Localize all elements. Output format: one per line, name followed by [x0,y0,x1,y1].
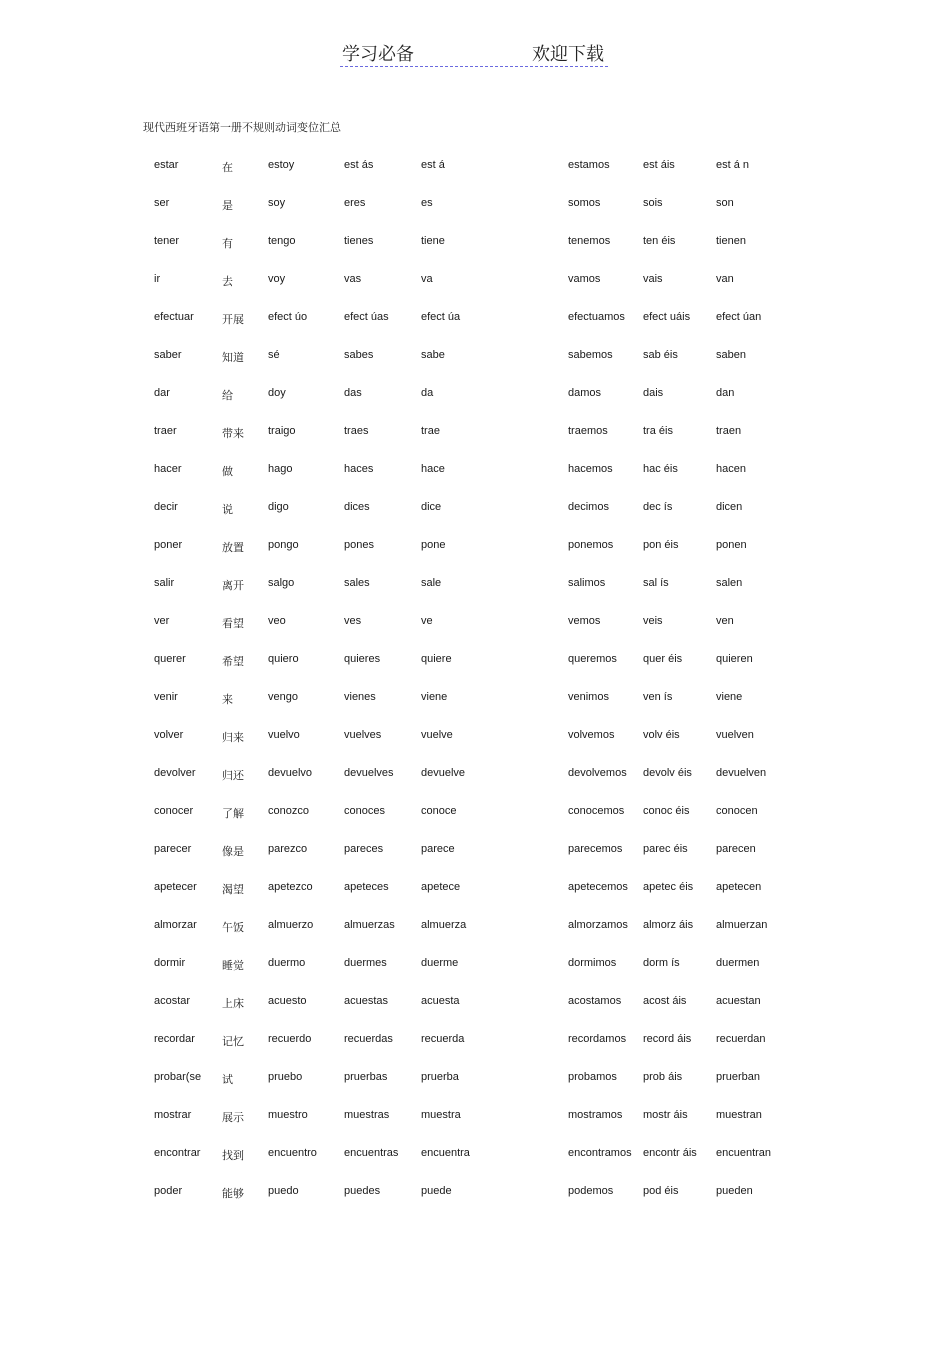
cell-el-form: es [421,197,433,209]
cell-vosotros-form: pod éis [643,1185,679,1197]
cell-el-form: pruerba [421,1071,459,1083]
cell-ellos-form: conocen [716,805,758,817]
cell-infinitive: decir [154,501,178,513]
cell-nosotros-form: damos [568,387,602,399]
cell-infinitive: mostrar [154,1109,192,1121]
cell-ellos-form: salen [716,577,743,589]
cell-ellos-form: pueden [716,1185,753,1197]
cell-vosotros-form: dais [643,387,664,399]
cell-el-form: dice [421,501,442,513]
cell-ellos-form: van [716,273,734,285]
cell-el-form: pone [421,539,446,551]
cell-infinitive: traer [154,425,177,437]
cell-infinitive: poder [154,1185,183,1197]
table-row [0,759,950,797]
cell-yo-form: almuerzo [268,919,314,931]
table-row [0,645,950,683]
table-row [0,835,950,873]
cell-tu-form: quieres [344,653,381,665]
cell-vosotros-form: almorz áis [643,919,694,931]
cell-tu-form: dices [344,501,370,513]
table-row [0,455,950,493]
cell-vosotros-form: conoc éis [643,805,690,817]
cell-vosotros-form: tra éis [643,425,673,437]
cell-tu-form: vienes [344,691,376,703]
cell-yo-form: doy [268,387,286,399]
cell-vosotros-form: prob áis [643,1071,683,1083]
cell-meaning: 来 [222,693,233,706]
cell-vosotros-form: devolv éis [643,767,692,779]
cell-vosotros-form: hac éis [643,463,678,475]
cell-infinitive: ir [154,273,161,285]
cell-tu-form: almuerzas [344,919,395,931]
cell-ellos-form: ven [716,615,734,627]
cell-tu-form: sales [344,577,370,589]
cell-nosotros-form: apetecemos [568,881,628,893]
cell-infinitive: dormir [154,957,186,969]
table-row [0,1139,950,1177]
cell-yo-form: digo [268,501,289,513]
cell-ellos-form: dicen [716,501,743,513]
cell-meaning: 午饭 [222,921,244,934]
cell-meaning: 展示 [222,1111,244,1124]
cell-infinitive: almorzar [154,919,197,931]
cell-vosotros-form: vais [643,273,663,285]
cell-el-form: hace [421,463,445,475]
cell-yo-form: muestro [268,1109,308,1121]
cell-nosotros-form: conocemos [568,805,625,817]
cell-infinitive: devolver [154,767,196,779]
cell-infinitive: querer [154,653,186,665]
cell-vosotros-form: record áis [643,1033,692,1045]
cell-meaning: 说 [222,503,233,516]
cell-vosotros-form: pon éis [643,539,679,551]
cell-vosotros-form: est áis [643,159,675,171]
cell-el-form: tiene [421,235,445,247]
table-row [0,493,950,531]
cell-infinitive: poner [154,539,183,551]
cell-ellos-form: hacen [716,463,746,475]
cell-yo-form: quiero [268,653,299,665]
cell-ellos-form: recuerdan [716,1033,766,1045]
cell-el-form: devuelve [421,767,466,779]
cell-meaning: 睡觉 [222,959,244,972]
cell-ellos-form: tienen [716,235,746,247]
table-row [0,341,950,379]
cell-ellos-form: efect úan [716,311,762,323]
header-left-text: 学习必备 [342,44,414,65]
cell-nosotros-form: salimos [568,577,606,589]
cell-el-form: sale [421,577,442,589]
cell-meaning: 记忆 [222,1035,244,1048]
cell-infinitive: tener [154,235,180,247]
cell-meaning: 能够 [222,1187,244,1200]
cell-el-form: est á [421,159,445,171]
cell-nosotros-form: parecemos [568,843,623,855]
cell-vosotros-form: ten éis [643,235,676,247]
cell-yo-form: vuelvo [268,729,300,741]
cell-vosotros-form: sab éis [643,349,678,361]
cell-yo-form: duermo [268,957,306,969]
cell-el-form: apetece [421,881,461,893]
cell-vosotros-form: mostr áis [643,1109,688,1121]
cell-vosotros-form: quer éis [643,653,683,665]
cell-tu-form: acuestas [344,995,389,1007]
cell-nosotros-form: probamos [568,1071,617,1083]
cell-infinitive: venir [154,691,178,703]
cell-nosotros-form: efectuamos [568,311,625,323]
cell-infinitive: conocer [154,805,194,817]
cell-tu-form: pareces [344,843,384,855]
cell-vosotros-form: sois [643,197,663,209]
cell-tu-form: ves [344,615,362,627]
table-row [0,721,950,759]
cell-el-form: quiere [421,653,452,665]
cell-el-form: puede [421,1185,452,1197]
cell-nosotros-form: queremos [568,653,617,665]
cell-tu-form: sabes [344,349,374,361]
cell-vosotros-form: ven ís [643,691,673,703]
cell-el-form: muestra [421,1109,461,1121]
cell-vosotros-form: acost áis [643,995,687,1007]
cell-vosotros-form: apetec éis [643,881,694,893]
cell-yo-form: parezco [268,843,308,855]
cell-ellos-form: dan [716,387,735,399]
page-header [340,40,608,67]
cell-el-form: encuentra [421,1147,470,1159]
cell-ellos-form: devuelven [716,767,767,779]
cell-meaning: 是 [222,199,233,212]
cell-tu-form: duermes [344,957,387,969]
cell-el-form: conoce [421,805,457,817]
cell-meaning: 找到 [222,1149,244,1162]
cell-yo-form: tengo [268,235,296,247]
cell-el-form: sabe [421,349,445,361]
cell-ellos-form: pruerban [716,1071,761,1083]
cell-infinitive: estar [154,159,179,171]
cell-tu-form: vuelves [344,729,382,741]
cell-ellos-form: son [716,197,734,209]
cell-el-form: recuerda [421,1033,465,1045]
cell-meaning: 试 [222,1073,233,1086]
cell-ellos-form: muestran [716,1109,762,1121]
document-title: 现代西班牙语第一册不规则动词变位汇总 [143,121,341,134]
table-row [0,569,950,607]
cell-ellos-form: encuentran [716,1147,772,1159]
cell-yo-form: veo [268,615,286,627]
table-row [0,949,950,987]
cell-meaning: 知道 [222,351,244,364]
table-row [0,873,950,911]
cell-infinitive: parecer [154,843,192,855]
cell-yo-form: sé [268,349,280,361]
cell-meaning: 带来 [222,427,244,440]
cell-meaning: 归还 [222,769,244,782]
cell-yo-form: efect úo [268,311,308,323]
cell-infinitive: salir [154,577,175,589]
cell-yo-form: apetezco [268,881,313,893]
cell-ellos-form: acuestan [716,995,761,1007]
cell-infinitive: ver [154,615,170,627]
cell-el-form: acuesta [421,995,460,1007]
cell-yo-form: voy [268,273,286,285]
cell-vosotros-form: volv éis [643,729,680,741]
cell-vosotros-form: veis [643,615,663,627]
cell-nosotros-form: encontramos [568,1147,632,1159]
cell-meaning: 去 [222,275,233,288]
verb-conjugation-table [0,151,950,1215]
cell-infinitive: dar [154,387,170,399]
cell-tu-form: puedes [344,1185,381,1197]
cell-ellos-form: duermen [716,957,760,969]
cell-ellos-form: saben [716,349,746,361]
cell-ellos-form: ponen [716,539,747,551]
cell-meaning: 给 [222,389,233,402]
cell-el-form: efect úa [421,311,461,323]
cell-tu-form: traes [344,425,369,437]
cell-nosotros-form: ponemos [568,539,614,551]
cell-tu-form: encuentras [344,1147,399,1159]
cell-meaning: 做 [222,465,233,478]
cell-tu-form: devuelves [344,767,394,779]
cell-meaning: 有 [222,237,233,250]
cell-infinitive: encontrar [154,1147,201,1159]
cell-infinitive: hacer [154,463,182,475]
cell-nosotros-form: tenemos [568,235,611,247]
cell-meaning: 像是 [222,845,244,858]
cell-tu-form: das [344,387,362,399]
cell-yo-form: traigo [268,425,296,437]
cell-nosotros-form: traemos [568,425,608,437]
cell-meaning: 希望 [222,655,244,668]
cell-ellos-form: quieren [716,653,753,665]
cell-el-form: duerme [421,957,459,969]
cell-nosotros-form: devolvemos [568,767,627,779]
cell-yo-form: devuelvo [268,767,313,779]
cell-tu-form: eres [344,197,366,209]
cell-nosotros-form: somos [568,197,601,209]
cell-meaning: 放置 [222,541,244,554]
cell-yo-form: salgo [268,577,295,589]
cell-tu-form: pones [344,539,374,551]
cell-ellos-form: parecen [716,843,756,855]
cell-nosotros-form: estamos [568,159,610,171]
cell-nosotros-form: vamos [568,273,601,285]
cell-el-form: da [421,387,434,399]
table-row [0,607,950,645]
cell-el-form: viene [421,691,448,703]
cell-nosotros-form: hacemos [568,463,613,475]
table-row [0,1025,950,1063]
cell-nosotros-form: almorzamos [568,919,628,931]
cell-meaning: 在 [222,161,233,174]
cell-meaning: 上床 [222,997,244,1010]
table-row [0,531,950,569]
cell-tu-form: vas [344,273,362,285]
cell-ellos-form: viene [716,691,743,703]
cell-tu-form: muestras [344,1109,390,1121]
cell-el-form: vuelve [421,729,453,741]
cell-nosotros-form: venimos [568,691,609,703]
cell-vosotros-form: efect uáis [643,311,691,323]
table-row [0,151,950,189]
cell-ellos-form: vuelven [716,729,754,741]
cell-infinitive: recordar [154,1033,195,1045]
cell-nosotros-form: vemos [568,615,601,627]
cell-nosotros-form: acostamos [568,995,622,1007]
cell-ellos-form: est á n [716,159,750,171]
cell-el-form: ve [421,615,433,627]
cell-infinitive: probar(se [154,1071,202,1083]
cell-vosotros-form: encontr áis [643,1147,697,1159]
cell-tu-form: conoces [344,805,385,817]
cell-el-form: almuerza [421,919,467,931]
table-row [0,1177,950,1215]
cell-meaning: 看望 [222,617,244,630]
cell-yo-form: vengo [268,691,298,703]
cell-infinitive: apetecer [154,881,197,893]
cell-el-form: va [421,273,433,285]
cell-nosotros-form: recordamos [568,1033,627,1045]
cell-ellos-form: apetecen [716,881,762,893]
cell-tu-form: efect úas [344,311,389,323]
cell-tu-form: haces [344,463,374,475]
cell-ellos-form: almuerzan [716,919,768,931]
cell-nosotros-form: podemos [568,1185,614,1197]
cell-yo-form: acuesto [268,995,307,1007]
cell-meaning: 离开 [222,579,244,592]
cell-tu-form: tienes [344,235,374,247]
table-row [0,417,950,455]
table-row [0,911,950,949]
cell-nosotros-form: sabemos [568,349,613,361]
table-row [0,987,950,1025]
table-row [0,379,950,417]
cell-nosotros-form: decimos [568,501,609,513]
table-row [0,797,950,835]
cell-vosotros-form: dorm ís [643,957,680,969]
cell-infinitive: acostar [154,995,191,1007]
table-row [0,265,950,303]
cell-infinitive: volver [154,729,184,741]
table-row [0,189,950,227]
cell-nosotros-form: volvemos [568,729,615,741]
cell-meaning: 了解 [222,807,244,820]
cell-infinitive: saber [154,349,182,361]
table-row [0,1101,950,1139]
cell-yo-form: estoy [268,159,295,171]
cell-vosotros-form: dec ís [643,501,673,513]
cell-vosotros-form: parec éis [643,843,688,855]
cell-tu-form: apeteces [344,881,389,893]
cell-el-form: trae [421,425,440,437]
cell-tu-form: pruerbas [344,1071,388,1083]
cell-yo-form: pongo [268,539,299,551]
cell-meaning: 归来 [222,731,244,744]
cell-infinitive: efectuar [154,311,194,323]
cell-nosotros-form: dormimos [568,957,617,969]
table-row [0,303,950,341]
table-row [0,1063,950,1101]
cell-yo-form: hago [268,463,293,475]
cell-yo-form: conozco [268,805,309,817]
cell-infinitive: ser [154,197,170,209]
cell-yo-form: encuentro [268,1147,317,1159]
cell-yo-form: pruebo [268,1071,303,1083]
cell-yo-form: recuerdo [268,1033,312,1045]
cell-el-form: parece [421,843,455,855]
cell-tu-form: recuerdas [344,1033,393,1045]
table-row [0,683,950,721]
cell-yo-form: soy [268,197,286,209]
cell-ellos-form: traen [716,425,742,437]
cell-meaning: 开展 [222,313,244,326]
cell-nosotros-form: mostramos [568,1109,623,1121]
cell-tu-form: est ás [344,159,374,171]
cell-meaning: 渴望 [222,883,244,896]
cell-yo-form: puedo [268,1185,299,1197]
cell-vosotros-form: sal ís [643,577,669,589]
table-row [0,227,950,265]
header-right-text: 欢迎下载 [532,44,604,65]
